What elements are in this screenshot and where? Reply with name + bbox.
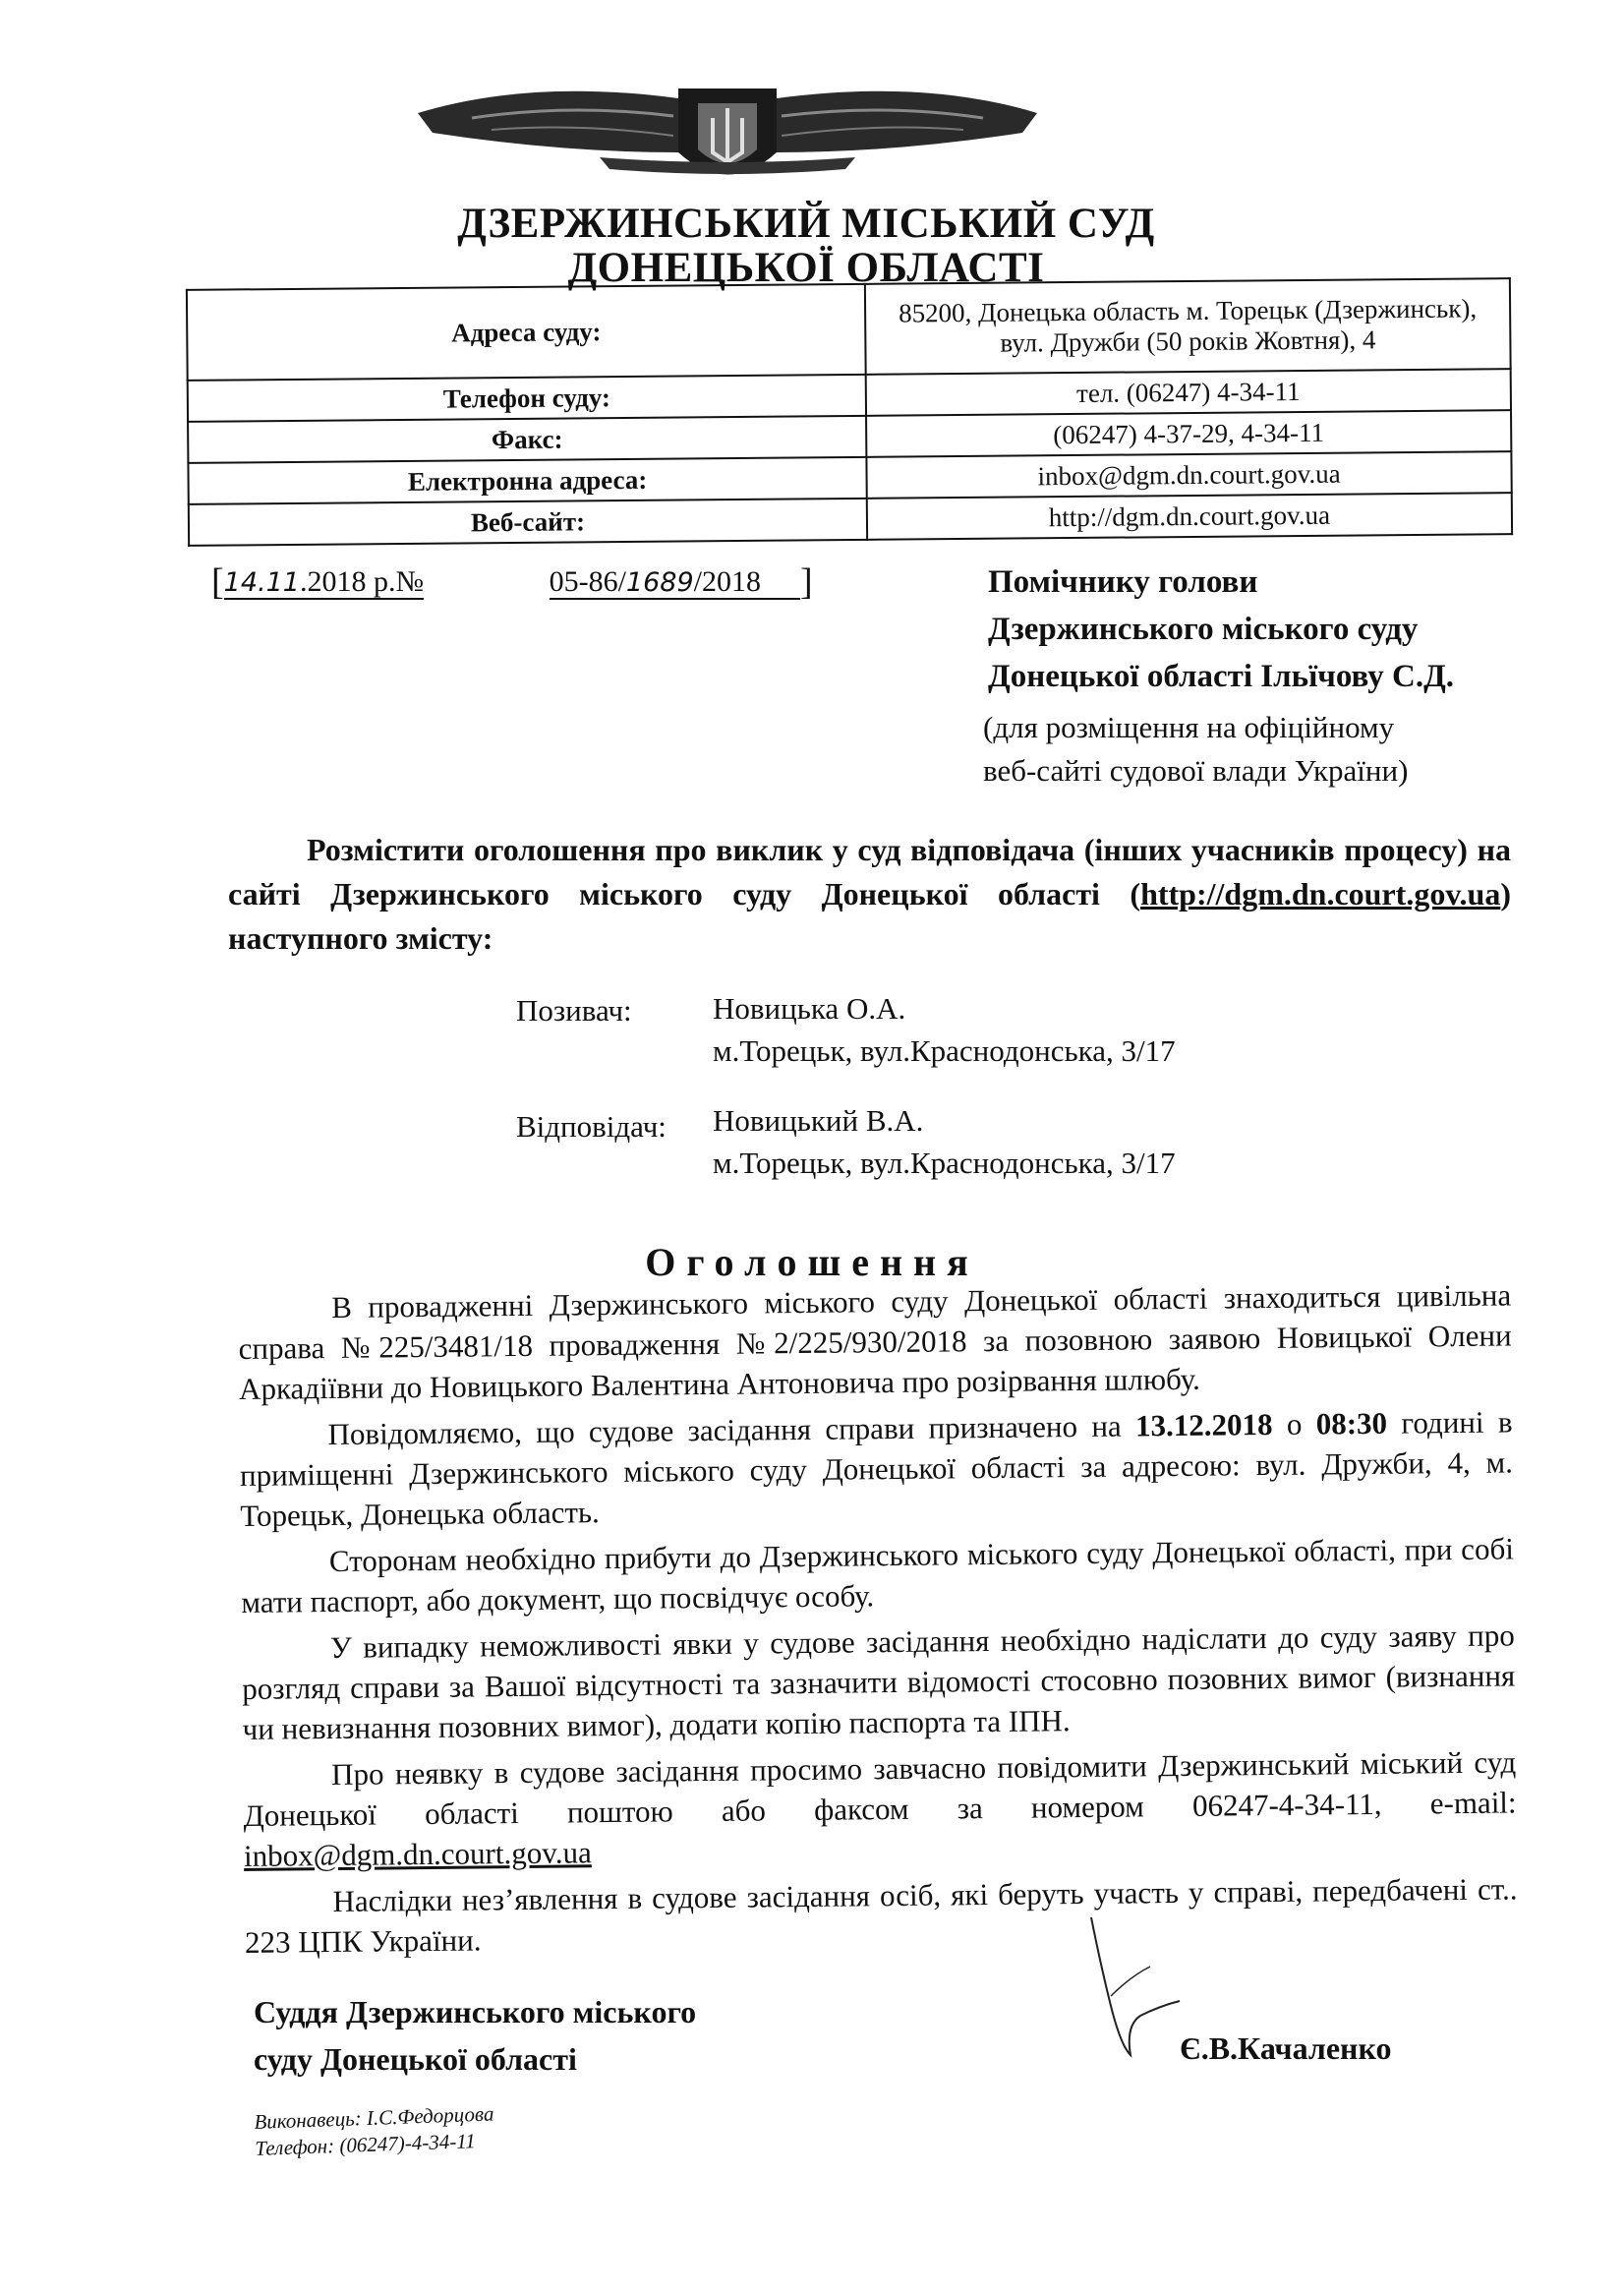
plaintiff-address: м.Торецьк, вул.Краснодонська, 3/17 — [713, 1033, 1176, 1068]
email-label: Електронна адреса: — [188, 457, 866, 504]
recipient-line3: Донецької області Ільїчову С.Д. — [988, 659, 1455, 694]
announcement-paragraph-consequences: Наслідки нез’явлення в судове засідання осіб, які беруть участь у справі, передбачені ст.. 223 ЦПК України. — [244, 1871, 1518, 1960]
address-value — [865, 278, 1511, 375]
instruction-link[interactable]: http://dgm.dn.court.gov.ua — [1140, 876, 1501, 912]
publication-note — [983, 706, 1408, 793]
fax-value: (06247) 4-37-29, 4-34-11 — [866, 410, 1511, 457]
recipient-line2: Дзержинського міського суду — [988, 612, 1419, 647]
phone-value: тел. (06247) 4-34-11 — [866, 369, 1511, 416]
bracket-close: ] — [799, 561, 813, 603]
defendant-name: Новицький В.А. — [713, 1103, 924, 1138]
number-suffix: /2018 — [693, 565, 761, 598]
signer-line1: Суддя Дзержинського міського — [254, 1994, 697, 2029]
fax-label: Факс: — [188, 416, 866, 463]
contact-row-address — [187, 278, 1511, 381]
plaintiff-name: Новицька О.А. — [713, 991, 906, 1026]
note-line2: веб-сайті судової влади України) — [983, 753, 1409, 788]
publication-instruction — [228, 828, 1511, 961]
signer-block — [254, 1988, 696, 2083]
address-label: Адреса суду: — [187, 284, 866, 381]
address-value-line1: 85200, Донецька область м. Торецьк (Дзержинськ), — [898, 293, 1478, 328]
announcement-heading: Оголошення — [645, 1240, 979, 1284]
hearing-text-c: годині в приміщенні Дзержинського міського суду Донецької області за адресою: вул. Дружби, 4, м. Торецьк, Донецька область. — [239, 1404, 1514, 1533]
executor-name: Виконавець: І.С.Федорцова — [254, 2101, 494, 2134]
announcement-body — [238, 1274, 1518, 1969]
notify-text: Про неявку в судове засідання просимо завчасно повідомити Дзержинський міський суд Донецької області поштою або факсом за номером 06247-4-34-11, e-mail: — [243, 1744, 1517, 1833]
email-value: inbox@dgm.dn.court.gov.ua — [866, 451, 1511, 499]
court-name-line1: ДЗЕРЖИНСЬКИЙ МІСЬКИЙ СУД — [457, 201, 1155, 247]
hearing-date: 13.12.2018 — [1134, 1406, 1273, 1443]
hearing-text-b: о — [1272, 1406, 1316, 1441]
address-value-line2: вул. Дружби (50 років Жовтня), 4 — [1000, 324, 1376, 358]
court-contact-table — [186, 277, 1513, 547]
announcement-paragraph-hearing — [239, 1401, 1513, 1536]
court-name-line2: ДОНЕЦЬКОЇ ОБЛАСТІ — [567, 245, 1045, 291]
number-handwritten: 1689 — [625, 567, 694, 598]
plaintiff-label: Позивач: — [516, 993, 632, 1028]
defendant-label: Відповідач: — [516, 1109, 667, 1144]
defendant-info — [713, 1099, 1176, 1184]
document-number — [211, 560, 813, 604]
defendant-address: м.Торецьк, вул.Краснодонська, 3/17 — [713, 1146, 1176, 1180]
number-prefix: 05-86/ — [549, 565, 626, 598]
note-line1: (для розміщення на офіційному — [983, 710, 1395, 744]
date-printed: .2018 р.№ — [299, 565, 425, 598]
website-label: Веб-сайт: — [189, 499, 867, 546]
instruction-text: Розмістити оголошення про виклик у суд відповідача (інших учасників процесу) на сайті Дзержинського міського суду Донецької області ( — [228, 832, 1511, 912]
recipient-block — [988, 559, 1454, 700]
announcement-paragraph-case: В провадженні Дзержинського міського суду Донецької області знаходиться цивільна справа №225/3481/18 провадження №2/225/930/2018 за позовною заявою Новицької Олени Аркадіївни до Новицького Валентина Антоновича про розірвання шлюбу. — [238, 1277, 1512, 1406]
date-handwritten: 14.11 — [223, 567, 300, 598]
hearing-text-a: Повідомляємо, що судове засідання справи призначено на — [327, 1408, 1136, 1452]
phone-label: Телефон суду: — [188, 375, 866, 422]
executor-block — [254, 2100, 495, 2161]
recipient-line1: Помічнику голови — [988, 564, 1258, 600]
court-emblem — [413, 59, 1042, 202]
signer-line2: суду Донецької області — [254, 2041, 577, 2077]
executor-phone: Телефон: (06247)-4-34-11 — [254, 2129, 477, 2160]
website-value: http://dgm.dn.court.gov.ua — [867, 493, 1512, 540]
announcement-paragraph-arrival: Сторонам необхідно прибути до Дзержинського міського суду Донецької області, при собі мати паспорт, або документ, що посвідчує особу. — [241, 1531, 1515, 1619]
signer-name: Є.В.Качаленко — [1180, 2030, 1392, 2066]
notify-email[interactable]: inbox@dgm.dn.court.gov.ua — [243, 1835, 592, 1873]
plaintiff-info — [713, 987, 1176, 1072]
announcement-paragraph-absence: У випадку неможливості явки у судове засідання необхідно надіслати до суду заяву про розгляд справи за Вашої відсутності та зазначити відомості стосовно позовних вимог (визнання чи невизнання позовних вимог), додати копію паспорта та ІПН. — [242, 1618, 1516, 1746]
hearing-time: 08:30 — [1315, 1405, 1388, 1441]
bracket-open: [ — [211, 561, 224, 603]
instruction-text-end: ) наступного змісту: — [228, 876, 1511, 956]
announcement-paragraph-notify — [243, 1741, 1517, 1876]
